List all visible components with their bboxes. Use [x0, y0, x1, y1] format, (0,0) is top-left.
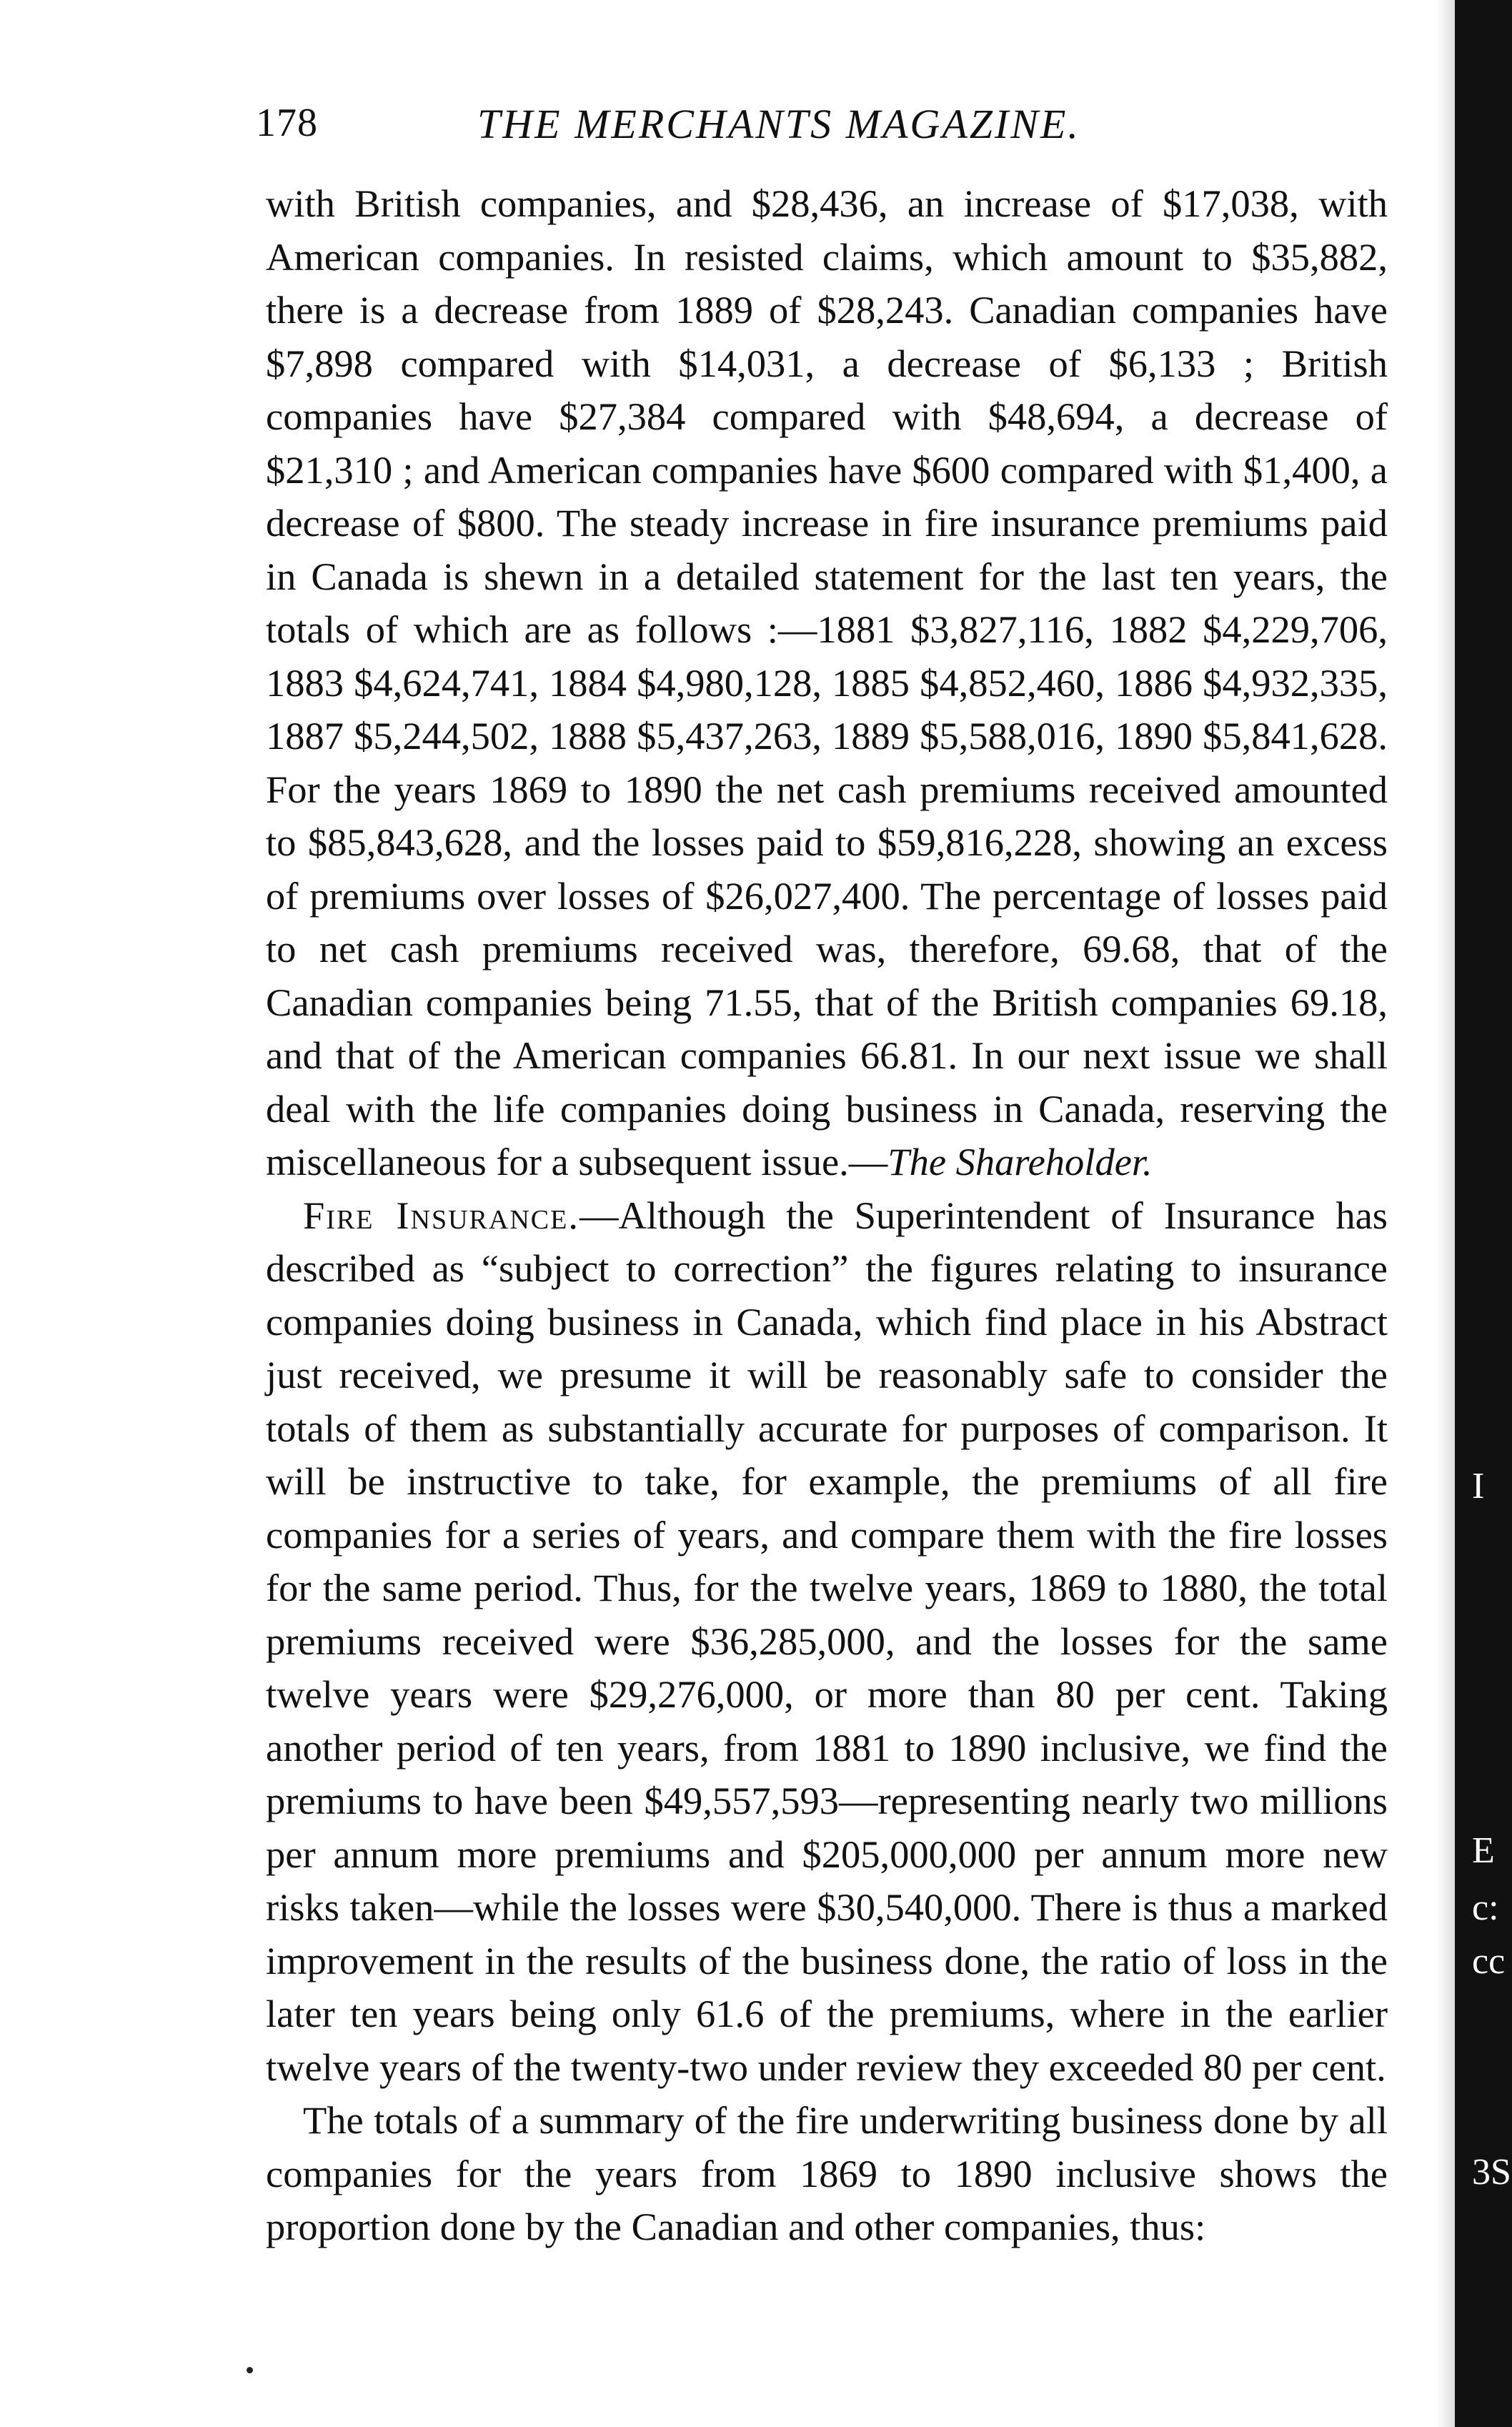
- paragraph: [266, 1189, 1388, 2095]
- paragraph-text: The totals of a summary of the fire underwriting business done by all companies for the years from 1869 to 1890 inclusive shows the proportion done by the Canadian and other companies, thus:: [266, 2098, 1388, 2248]
- running-title: THE MERCHANTS MAGAZINE.: [477, 101, 1080, 147]
- margin-fragment: I: [1472, 1466, 1485, 1507]
- margin-fragment: cc: [1472, 1941, 1506, 1982]
- margin-fragment: E: [1472, 1830, 1495, 1871]
- page-header: [256, 100, 1399, 157]
- page-number: 178: [256, 101, 318, 145]
- ink-speck: [247, 2367, 253, 2373]
- margin-fragment: 3S: [1472, 2152, 1511, 2193]
- margin-fragment: c:: [1472, 1887, 1499, 1928]
- paragraph-text: —Although the Superintendent of Insurance has described as “subject to correction” the figures relating to insurance companies doing business in Canada, which find place in his Abstract just received, we presume it will be reasonably safe to consider the totals of them as substantially accurate for purposes of comparison. It will be instructive to take, for example, the premiums of all fire companies for a series of years, and compare them with the fire losses for the same period. Thus, for the twelve years, 1869 to 1880, the total premiums received were $36,285,000, and the losses for the same twelve years were $29,276,000, or more than 80 per cent. Taking another period of ten years, from 1881 to 1890 inclusive, we find the premiums to have been $49,557,593—representing nearly two millions per annum more premiums and $205,000,000 per annum more new risks taken—while the losses were $30,540,000. There is thus a marked improvement in the results of the business done, the ratio of loss in the later ten years being only 61.6 of the premiums, where in the earlier twelve years of the twenty-two under review they exceeded 80 per cent.: [266, 1193, 1388, 2089]
- paragraph: [266, 177, 1388, 1189]
- paragraph: [266, 2094, 1388, 2254]
- section-heading: Fire Insurance.: [303, 1193, 580, 1237]
- facing-page-fragments: [1465, 0, 1511, 2427]
- paragraph-text: with British companies, and $28,436, an increase of $17,038, with American companies. In resisted claims, which amount to $35,882, there is a decrease from 1889 of $28,243. Canadian companies have $7,898 compared with $14,031, a decrease of $6,133 ; British companies have $27,384 compared with $48,694, a decrease of $21,310 ; and American companies have $600 compared with $1,400, a decrease of $800. The steady increase in fire insurance premiums paid in Canada is shewn in a detailed statement for the last ten years, the totals of which are as follows :—1881 $3,827,116, 1882 $4,229,706, 1883 $4,624,741, 1884 $4,980,128, 1885 $4,852,460, 1886 $4,932,335, 1887 $5,244,502, 1888 $5,437,263, 1889 $5,588,016, 1890 $5,841,628. For the years 1869 to 1890 the net cash premiums received amounted to $85,843,628, and the losses paid to $59,816,228, showing an excess of premiums over losses of $26,027,400. The percentage of losses paid to net cash premiums received was, therefore, 69.68, that of the Canadian companies being 71.55, that of the British companies 69.18, and that of the American companies 66.81. In our next issue we shall deal with the life companies doing business in Canada, reserving the miscellaneous for a subsequent issue.—: [266, 182, 1388, 1183]
- source-citation: The Shareholder.: [887, 1140, 1153, 1183]
- article-body: [266, 177, 1388, 2254]
